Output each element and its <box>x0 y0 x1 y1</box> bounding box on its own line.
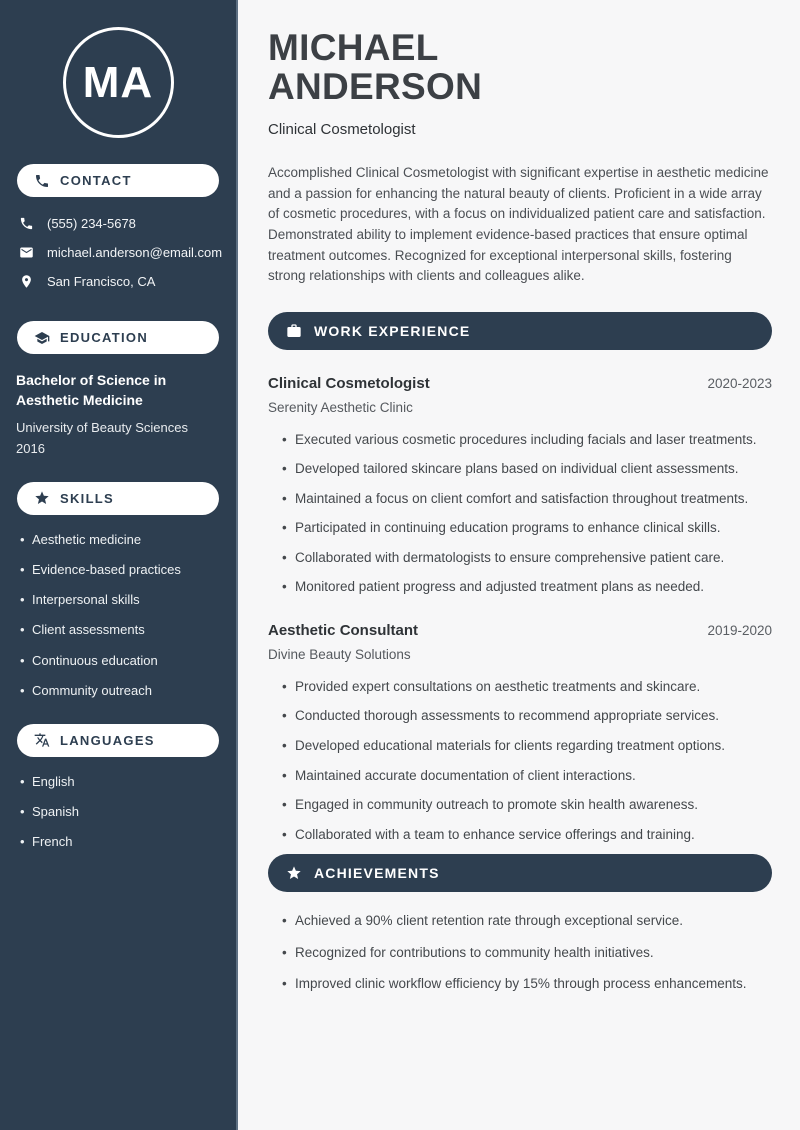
job-bullet: • Maintained accurate documentation of client interactions. <box>282 766 772 786</box>
language-item: • English <box>20 773 226 791</box>
graduation-cap-icon <box>34 330 50 346</box>
contact-list <box>0 209 236 296</box>
work-experience-section-header <box>268 312 772 350</box>
job-bullet: • Participated in continuing education programs to enhance clinical skills. <box>282 518 772 538</box>
languages-section-title: LANGUAGES <box>60 732 155 748</box>
skill-item: • Continuous education <box>20 652 226 670</box>
contact-email-row <box>0 238 236 267</box>
job-dates: 2019-2020 <box>707 622 772 638</box>
education-degree: Bachelor of Science in Aesthetic Medicine <box>16 372 167 409</box>
achievements-section-title: ACHIEVEMENTS <box>314 865 440 882</box>
job-bullet: • Developed tailored skincare plans based on individual client assessments. <box>282 459 772 479</box>
languages-list <box>0 773 236 852</box>
job-title: Aesthetic Consultant <box>268 621 419 639</box>
avatar-initials: MA <box>82 57 154 107</box>
achievements-list <box>268 911 772 994</box>
job-header <box>268 375 772 392</box>
person-job-title: Clinical Cosmetologist <box>268 121 416 139</box>
education-section-header <box>17 321 219 354</box>
work-experience-section-title: WORK EXPERIENCE <box>314 322 471 339</box>
skill-item: • Client assessments <box>20 621 226 639</box>
job-bullet: • Executed various cosmetic procedures including facials and laser treatments. <box>282 430 772 450</box>
person-name-line2: ANDERSON <box>268 66 483 108</box>
sidebar <box>0 0 238 1130</box>
job-company: Divine Beauty Solutions <box>268 646 411 662</box>
person-name-line1: MICHAEL <box>268 27 439 68</box>
achievement-bullet: • Recognized for contributions to community health initiatives. <box>282 943 772 963</box>
achievement-bullet: • Achieved a 90% client retention rate through exceptional service. <box>282 911 772 931</box>
star-icon <box>286 865 302 881</box>
job-bullet: • Collaborated with a team to enhance service offerings and training. <box>282 825 772 845</box>
language-item: • French <box>20 833 226 851</box>
contact-location-row <box>0 267 236 296</box>
skill-item: • Aesthetic medicine <box>20 531 226 549</box>
job-bullet-list <box>268 677 772 844</box>
skills-section-header <box>17 482 219 515</box>
job-bullet-list <box>268 430 772 597</box>
skill-item: • Community outreach <box>20 682 226 700</box>
language-item: • Spanish <box>20 803 226 821</box>
star-icon <box>34 490 50 506</box>
achievement-bullet: • Improved clinic workflow efficiency by 15% through process enhancements. <box>282 974 772 994</box>
briefcase-icon <box>286 323 302 339</box>
skill-item: • Evidence-based practices <box>20 561 226 579</box>
job-entry <box>268 622 772 844</box>
translate-icon <box>34 732 50 748</box>
phone-icon <box>34 173 50 189</box>
education-entry <box>0 354 236 456</box>
job-bullet: • Maintained a focus on client comfort and satisfaction throughout treatments. <box>282 489 772 509</box>
job-bullet: • Conducted thorough assessments to recommend appropriate services. <box>282 706 772 726</box>
contact-location-value: San Francisco, CA <box>47 274 156 289</box>
contact-phone-value: (555) 234-5678 <box>47 216 136 231</box>
contact-email-value: michael.anderson@email.com <box>47 245 223 260</box>
job-bullet: • Monitored patient progress and adjusted treatment plans as needed. <box>282 577 772 597</box>
job-entry <box>268 375 772 597</box>
contact-phone-row <box>0 209 236 238</box>
skill-item: • Interpersonal skills <box>20 591 226 609</box>
contact-section-title: CONTACT <box>60 173 132 188</box>
job-bullet: • Collaborated with dermatologists to ensure comprehensive patient care. <box>282 548 772 568</box>
job-bullet: • Engaged in community outreach to promote skin health awareness. <box>282 795 772 815</box>
avatar <box>63 27 174 138</box>
education-school: University of Beauty Sciences <box>16 419 188 435</box>
job-bullet: • Provided expert consultations on aesthetic treatments and skincare. <box>282 677 772 697</box>
phone-icon <box>19 216 34 231</box>
education-section-title: EDUCATION <box>60 330 149 345</box>
contact-section-header <box>17 164 219 197</box>
education-year: 2016 <box>16 440 45 456</box>
location-icon <box>19 274 34 289</box>
job-header <box>268 622 772 639</box>
job-company: Serenity Aesthetic Clinic <box>268 399 413 415</box>
skills-list <box>0 531 236 700</box>
skills-section-title: SKILLS <box>60 490 115 506</box>
professional-summary: Accomplished Clinical Cosmetologist with significant expertise in aesthetic medicine and a passion for enhancing the natural beauty of clients. Proficient in a wide array of cosmetic procedures, with a focus on individualized patient care and satisfaction. Demonstrated ability to implement evidence-based practices that ensure optimal treatment outcomes. Recognized for exceptional interpersonal skills, fostering strong relationships with clients and colleagues alike. <box>268 165 769 284</box>
job-dates: 2020-2023 <box>707 375 772 391</box>
job-bullet: • Developed educational materials for clients regarding treatment options. <box>282 736 772 756</box>
job-title: Clinical Cosmetologist <box>268 374 430 392</box>
person-name <box>268 28 772 106</box>
languages-section-header <box>17 724 219 757</box>
achievements-section-header <box>268 854 772 892</box>
main-content <box>240 0 800 1130</box>
email-icon <box>19 245 34 260</box>
